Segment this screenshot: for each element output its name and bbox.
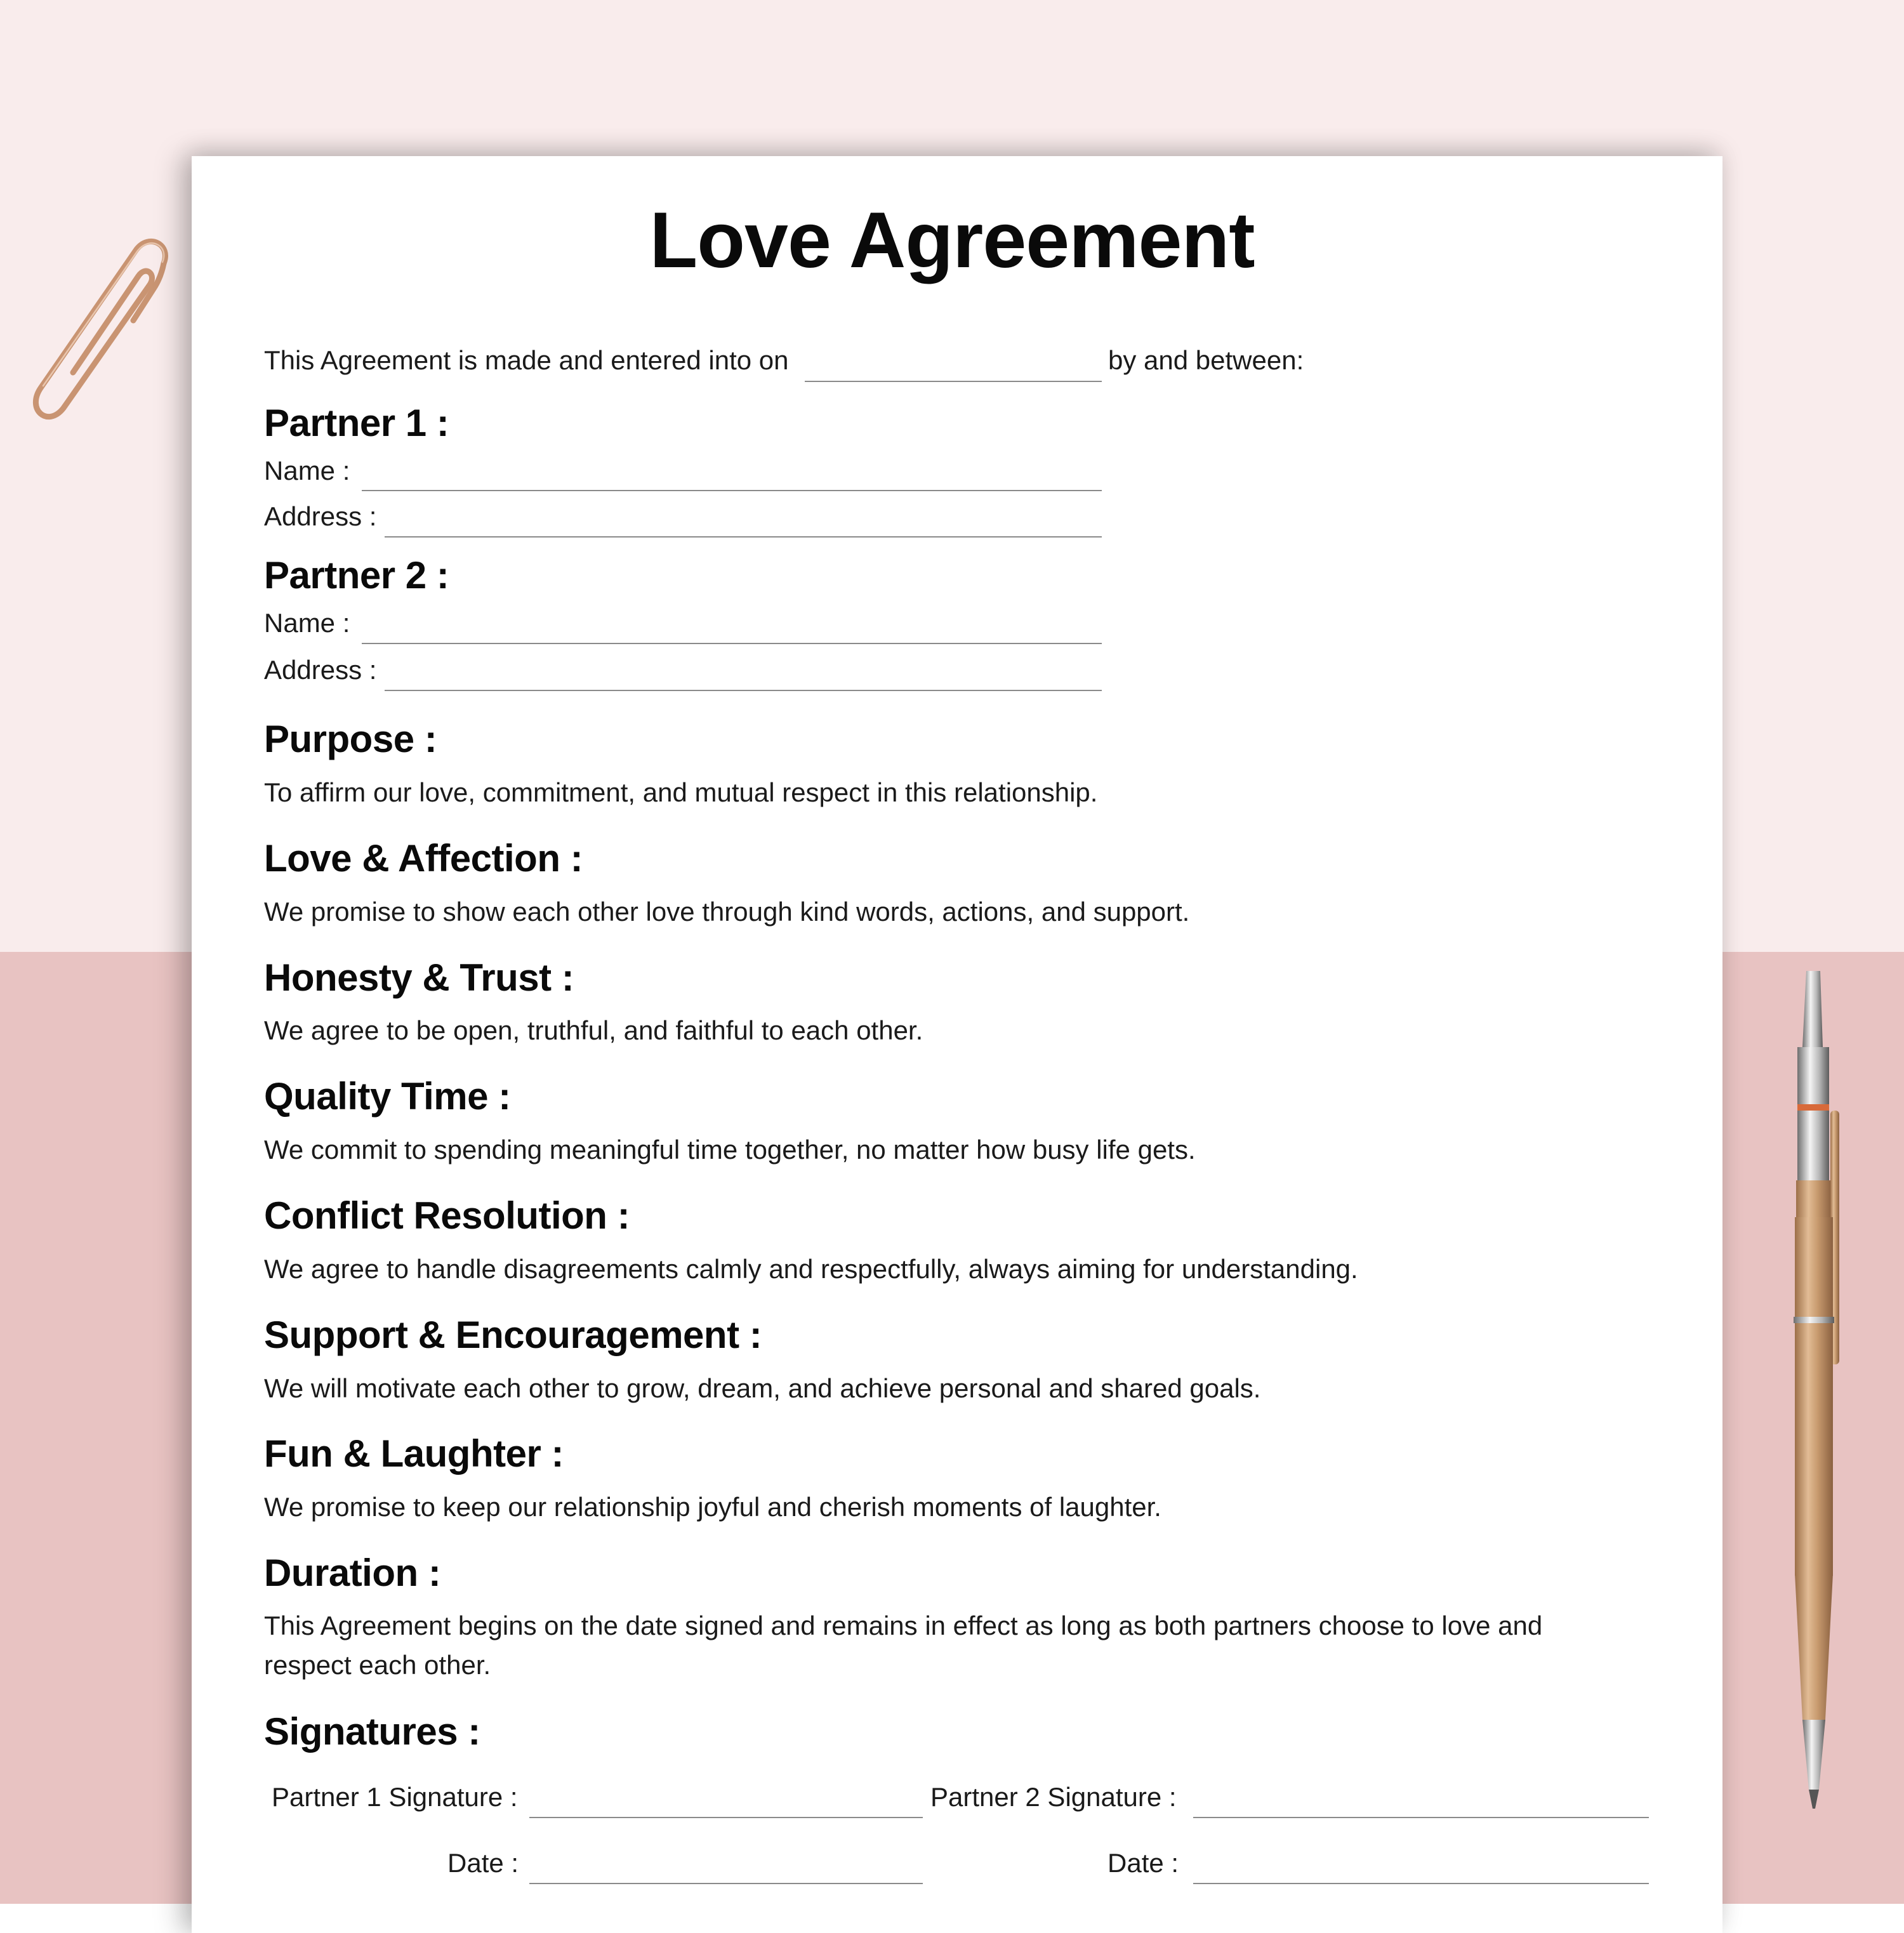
quality-time-heading: Quality Time :: [264, 1075, 511, 1118]
fun-laughter-heading: Fun & Laughter :: [264, 1432, 564, 1475]
partner2-signature-label: Partner 2 Signature :: [930, 1782, 1177, 1812]
partner1-address-label: Address :: [264, 501, 377, 531]
partner2-address-field[interactable]: [385, 690, 1102, 691]
partner1-name-field[interactable]: [362, 490, 1102, 491]
conflict-resolution-heading: Conflict Resolution :: [264, 1194, 630, 1237]
partner2-name-field[interactable]: [362, 643, 1102, 644]
quality-time-text: We commit to spending meaningful time together, no matter how busy life gets.: [264, 1135, 1196, 1164]
duration-heading: Duration :: [264, 1552, 441, 1594]
partner2-heading: Partner 2 :: [264, 554, 449, 597]
purpose-text: To affirm our love, commitment, and mutual respect in this relationship.: [264, 777, 1098, 807]
purpose-heading: Purpose :: [264, 718, 437, 760]
partner1-signature-field[interactable]: [529, 1817, 923, 1818]
duration-text: This Agreement begins on the date signed and remains in effect as long as both partners choose to love and: [264, 1611, 1543, 1640]
partner2-address-label: Address :: [264, 655, 377, 685]
honesty-trust-heading: Honesty & Trust :: [264, 956, 574, 999]
duration-text-continued: respect each other.: [264, 1650, 491, 1680]
fun-laughter-text: We promise to keep our relationship joyful and cherish moments of laughter.: [264, 1492, 1161, 1522]
date2-label: Date :: [1107, 1848, 1179, 1878]
conflict-resolution-text: We agree to handle disagreements calmly and respectfully, always aiming for understanding.: [264, 1254, 1358, 1284]
partner2-name-label: Name :: [264, 608, 350, 638]
partner1-name-label: Name :: [264, 456, 350, 485]
pen: [1783, 971, 1853, 1828]
date1-field[interactable]: [529, 1883, 923, 1884]
partner2-signature-field[interactable]: [1193, 1817, 1649, 1818]
document-title: Love Agreement: [649, 197, 1255, 284]
support-encouragement-text: We will motivate each other to grow, dream, and achieve personal and shared goals.: [264, 1373, 1261, 1403]
support-encouragement-heading: Support & Encouragement :: [264, 1314, 762, 1356]
partner1-signature-label: Partner 1 Signature :: [272, 1782, 518, 1812]
love-affection-text: We promise to show each other love through kind words, actions, and support.: [264, 897, 1190, 927]
date2-field[interactable]: [1193, 1883, 1649, 1884]
honesty-trust-text: We agree to be open, truthful, and faithful to each other.: [264, 1015, 923, 1045]
intro-text-end: by and between:: [1108, 345, 1304, 375]
partner1-heading: Partner 1 :: [264, 402, 449, 444]
partner1-address-field[interactable]: [385, 536, 1102, 538]
love-affection-heading: Love & Affection :: [264, 837, 583, 880]
intro-text: This Agreement is made and entered into on: [264, 345, 789, 375]
signatures-heading: Signatures :: [264, 1710, 480, 1753]
date1-label: Date :: [447, 1848, 519, 1878]
agreement-date-field[interactable]: [805, 381, 1102, 382]
